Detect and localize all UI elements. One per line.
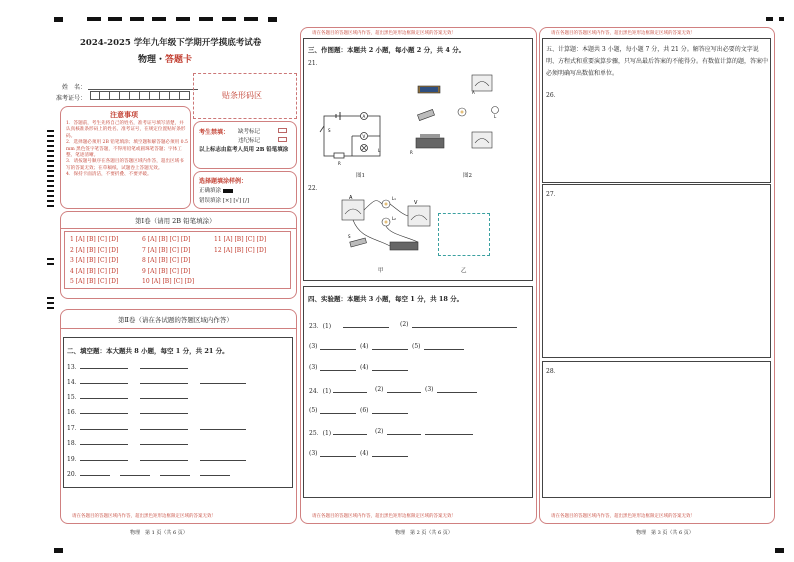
q18-blank-2[interactable] [140, 444, 188, 445]
svg-text:A: A [349, 195, 353, 201]
yi-label: 乙 [461, 268, 467, 274]
experiment-title: 四、实验题：本题共 3 小题，每空 1 分，共 18 分。 [308, 295, 464, 303]
choice-row-5 [70, 277, 266, 288]
q20-blank-3[interactable] [160, 475, 190, 476]
circuit-figure-1 [318, 108, 390, 170]
q28-label: 28． [546, 368, 560, 375]
q15-label: 15． [67, 394, 81, 401]
notes-title: 注意事项 [110, 110, 138, 119]
draw-title: 三、作图题：本题共 2 小题，每小题 2 分，共 4 分。 [308, 46, 466, 54]
choice-grid [70, 235, 266, 288]
exam-status-desc: 以上标志由监考人员用 2B 铅笔填涂 [199, 147, 289, 153]
q23-4-blank[interactable] [372, 349, 408, 350]
svg-text:A: A [362, 114, 366, 119]
svg-text:L: L [378, 148, 381, 153]
circuit-figure-jia [340, 190, 435, 260]
q25-4-label: (4) [360, 450, 369, 457]
choice-row-4 [70, 267, 266, 278]
q18-label: 18． [67, 440, 81, 447]
choice-q8[interactable]: 8 [A] [B] [C] [D] [142, 257, 191, 264]
subject-suffix: 答题卡 [165, 55, 193, 65]
page-number-1: 物理 第 1 页（共 6 页） [130, 530, 188, 536]
svg-text:S: S [328, 128, 331, 133]
exam-title: 2024-2025 学年九年级下学期开学摸底考试卷 [80, 38, 262, 48]
warning-p3-top: 请在各题目的答题区域内作答，超出黑色矩形边框限定区域的答案无效！ [551, 31, 695, 36]
yi-drawing-area[interactable] [438, 213, 490, 256]
calc-title: 五、计算题：本题共 3 小题，每小题 7 分，共 21 分。解答应写出必要的文字说明、方程式和重要演算步骤，只写出最后答案的不能得分。有数值计算的题，答案中必须明确写出数值和单位。 [546, 46, 769, 77]
q24-6-label: (6) [360, 407, 369, 414]
q23-7-label: (4) [360, 364, 369, 371]
svg-text:A: A [472, 90, 475, 95]
q16-blank-2[interactable] [140, 413, 188, 414]
q25-2-blank[interactable] [387, 434, 421, 435]
subject-prefix: 物理・ [138, 55, 166, 65]
q14-blank-3[interactable] [200, 383, 246, 384]
id-label: 准考证号： [56, 95, 87, 102]
q23-1-blank[interactable] [343, 327, 389, 328]
name-label: 姓 名： [62, 84, 87, 91]
svg-text:S: S [348, 234, 351, 239]
q23-5-blank[interactable] [424, 349, 464, 350]
absent-checkbox[interactable] [278, 128, 287, 133]
choice-q4[interactable]: 4 [A] [B] [C] [D] [70, 267, 119, 275]
choice-q2[interactable]: 2 [A] [B] [C] [D] [70, 246, 119, 254]
corner-mark-bottom-left [54, 548, 63, 553]
q13-label: 13． [67, 364, 81, 371]
warning-p2-top: 请在各题目的答题区域内作答，超出黑色矩形边框限定区域的答案无效！ [312, 31, 456, 36]
q23-2-blank[interactable] [412, 327, 517, 328]
warning-p3-bottom: 请在各题目的答题区域内作答，超出黑色矩形边框限定区域的答案无效！ [551, 514, 695, 519]
jia-label: 甲 [378, 268, 384, 274]
q24-3-blank[interactable] [437, 392, 477, 393]
q17-blank-2[interactable] [140, 429, 188, 430]
q24-3-label: (3) [425, 386, 434, 393]
q25-1-label: 25．(1) [309, 430, 332, 437]
cheat-checkbox[interactable] [278, 137, 287, 142]
q19-blank-2[interactable] [140, 460, 188, 461]
page-number-2: 物理 第 2 页（共 6 页） [395, 530, 453, 536]
q24-6-blank[interactable] [372, 413, 408, 414]
note-item-2: 2．选择题必须用 2B 铅笔填涂；填空题和解答题必须用 0.5 mm 黑色签字笔答题，不得用铅笔或圆珠笔答题；字体工整、笔迹清晰。 [66, 140, 188, 159]
q15-blank-1[interactable] [80, 398, 128, 399]
q17-label: 17． [67, 425, 81, 432]
part1-title: 第Ⅰ卷（请用 2B 铅笔填涂） [135, 217, 216, 225]
q27-label: 27． [546, 191, 560, 198]
choice-q6[interactable]: 6 [A] [B] [C] [D] [142, 236, 191, 243]
choice-row-3 [70, 256, 266, 267]
q21-label: 21． [308, 60, 322, 67]
q23-6-blank[interactable] [320, 370, 356, 371]
q18-blank-1[interactable] [80, 444, 128, 445]
corner-mark-bottom-right [775, 548, 784, 553]
note-item-1: 1．答题前，考生先将自己的姓名，准考证号填写清楚，并认真核准条形码上的姓名、准考证号，在规定位置贴好条形码。 [66, 121, 186, 139]
q23-3-label: (3) [309, 343, 318, 350]
notes-list [66, 121, 188, 179]
part2-line [60, 328, 297, 329]
choice-q3[interactable]: 3 [A] [B] [C] [D] [70, 257, 119, 264]
svg-text:L: L [494, 114, 497, 119]
choice-q12[interactable]: 12 [A] [B] [C] [D] [214, 246, 267, 254]
svg-text:L₁: L₁ [392, 196, 396, 201]
part1-line [60, 228, 297, 229]
calc-q27-box[interactable] [542, 184, 771, 358]
q14-blank-1[interactable] [80, 383, 128, 384]
q20-blank-1[interactable] [80, 475, 110, 476]
q24-1-blank[interactable] [333, 392, 367, 393]
fill-correct-label: 正确填涂 [199, 188, 222, 194]
q25-3-label: (3) [309, 450, 318, 457]
q25-1-blank[interactable] [333, 434, 367, 435]
fill-wrong: 错误填涂 [×] [√] [/] [199, 198, 250, 204]
q13-blank-2[interactable] [140, 368, 188, 369]
q23-5-label: (5) [412, 343, 421, 350]
q20-blank-4[interactable] [200, 475, 230, 476]
q16-blank-1[interactable] [80, 413, 128, 414]
q22-label: 22． [308, 185, 322, 192]
q25-4-blank[interactable] [372, 456, 408, 457]
part2-title: 第Ⅱ卷（请在各试题的答题区域内作答） [118, 316, 233, 324]
fill-example-title: 选择题填涂样例： [199, 178, 248, 185]
choice-q1[interactable]: 1 [A] [B] [C] [D] [70, 236, 119, 243]
choice-row-1 [70, 235, 266, 246]
q23-6-label: (3) [309, 364, 318, 371]
choice-q7[interactable]: 7 [A] [B] [C] [D] [142, 246, 191, 254]
q23-7-blank[interactable] [372, 370, 408, 371]
q24-1-label: 24．(1) [309, 388, 332, 395]
q23-3-blank[interactable] [320, 349, 356, 350]
q14-blank-2[interactable] [140, 383, 188, 384]
choice-q10[interactable]: 10 [A] [B] [C] [D] [142, 278, 195, 285]
note-item-3: 3．请按题号顺序在各题目的答题区域内作答，超出区域书写的答案无效；在草稿纸、试题卷上答题无效。 [66, 159, 184, 171]
q26-label: 26． [546, 92, 560, 99]
q17-blank-1[interactable] [80, 429, 128, 430]
filled-mark [223, 189, 233, 193]
choice-q5[interactable]: 5 [A] [B] [C] [D] [70, 278, 119, 285]
q23-2-label: (2) [400, 321, 409, 328]
warning-p1: 请在各题目的答题区域内作答，超出黑色矩形边框限定区域的答案无效！ [72, 514, 216, 519]
absent-label: 缺考标记 [238, 129, 261, 135]
q24-2-blank[interactable] [387, 392, 421, 393]
q24-2-label: (2) [375, 386, 384, 393]
components-figure-2 [410, 72, 510, 172]
svg-text:R: R [410, 150, 413, 155]
fig1-label: 图1 [356, 173, 365, 179]
q14-label: 14． [67, 379, 81, 386]
fig2-label: 图2 [463, 173, 472, 179]
q16-label: 16． [67, 409, 81, 416]
note-item-4: 4．保持卡面清洁，不要折叠、不要弄破。 [66, 172, 152, 178]
q24-5-label: (5) [309, 407, 318, 414]
q23-4-label: (4) [360, 343, 369, 350]
name-line[interactable] [88, 89, 198, 90]
q20-blank-2[interactable] [120, 475, 150, 476]
q25-2-label: (2) [375, 428, 384, 435]
svg-text:V: V [414, 200, 418, 206]
q23-1-label: 23．(1) [309, 323, 332, 330]
q20-label: 20． [67, 471, 81, 478]
q19-label: 19． [67, 456, 81, 463]
calc-q28-box[interactable] [542, 361, 771, 498]
fill-title: 二、填空题：本大题共 8 小题，每空 1 分，共 21 分。 [67, 347, 229, 355]
page-number-3: 物理 第 3 页（共 6 页） [636, 530, 694, 536]
svg-text:R: R [338, 161, 341, 166]
q19-blank-3[interactable] [200, 460, 246, 461]
choice-q9[interactable]: 9 [A] [B] [C] [D] [142, 267, 191, 275]
subject-title [138, 52, 192, 65]
choice-row-2 [70, 246, 266, 257]
exam-status-title: 考生禁填： [199, 129, 230, 136]
q19-blank-1[interactable] [80, 460, 128, 461]
warning-p2-bottom: 请在各题目的答题区域内作答，超出黑色矩形边框限定区域的答案无效！ [312, 514, 456, 519]
q25-3-blank[interactable] [320, 456, 356, 457]
q13-blank-1[interactable] [80, 368, 128, 369]
q17-blank-3[interactable] [200, 429, 246, 430]
svg-text:L₂: L₂ [392, 216, 396, 221]
q24-5-blank[interactable] [320, 413, 356, 414]
id-boxes[interactable] [90, 91, 190, 100]
cheat-label: 违纪标记 [238, 138, 261, 144]
barcode-label: 贴条形码区 [222, 91, 262, 100]
fill-correct [199, 186, 233, 194]
q15-blank-2[interactable] [140, 398, 188, 399]
choice-q11[interactable]: 11 [A] [B] [C] [D] [214, 236, 267, 243]
svg-text:V: V [362, 134, 366, 139]
q25-2-blank-2[interactable] [425, 434, 473, 435]
